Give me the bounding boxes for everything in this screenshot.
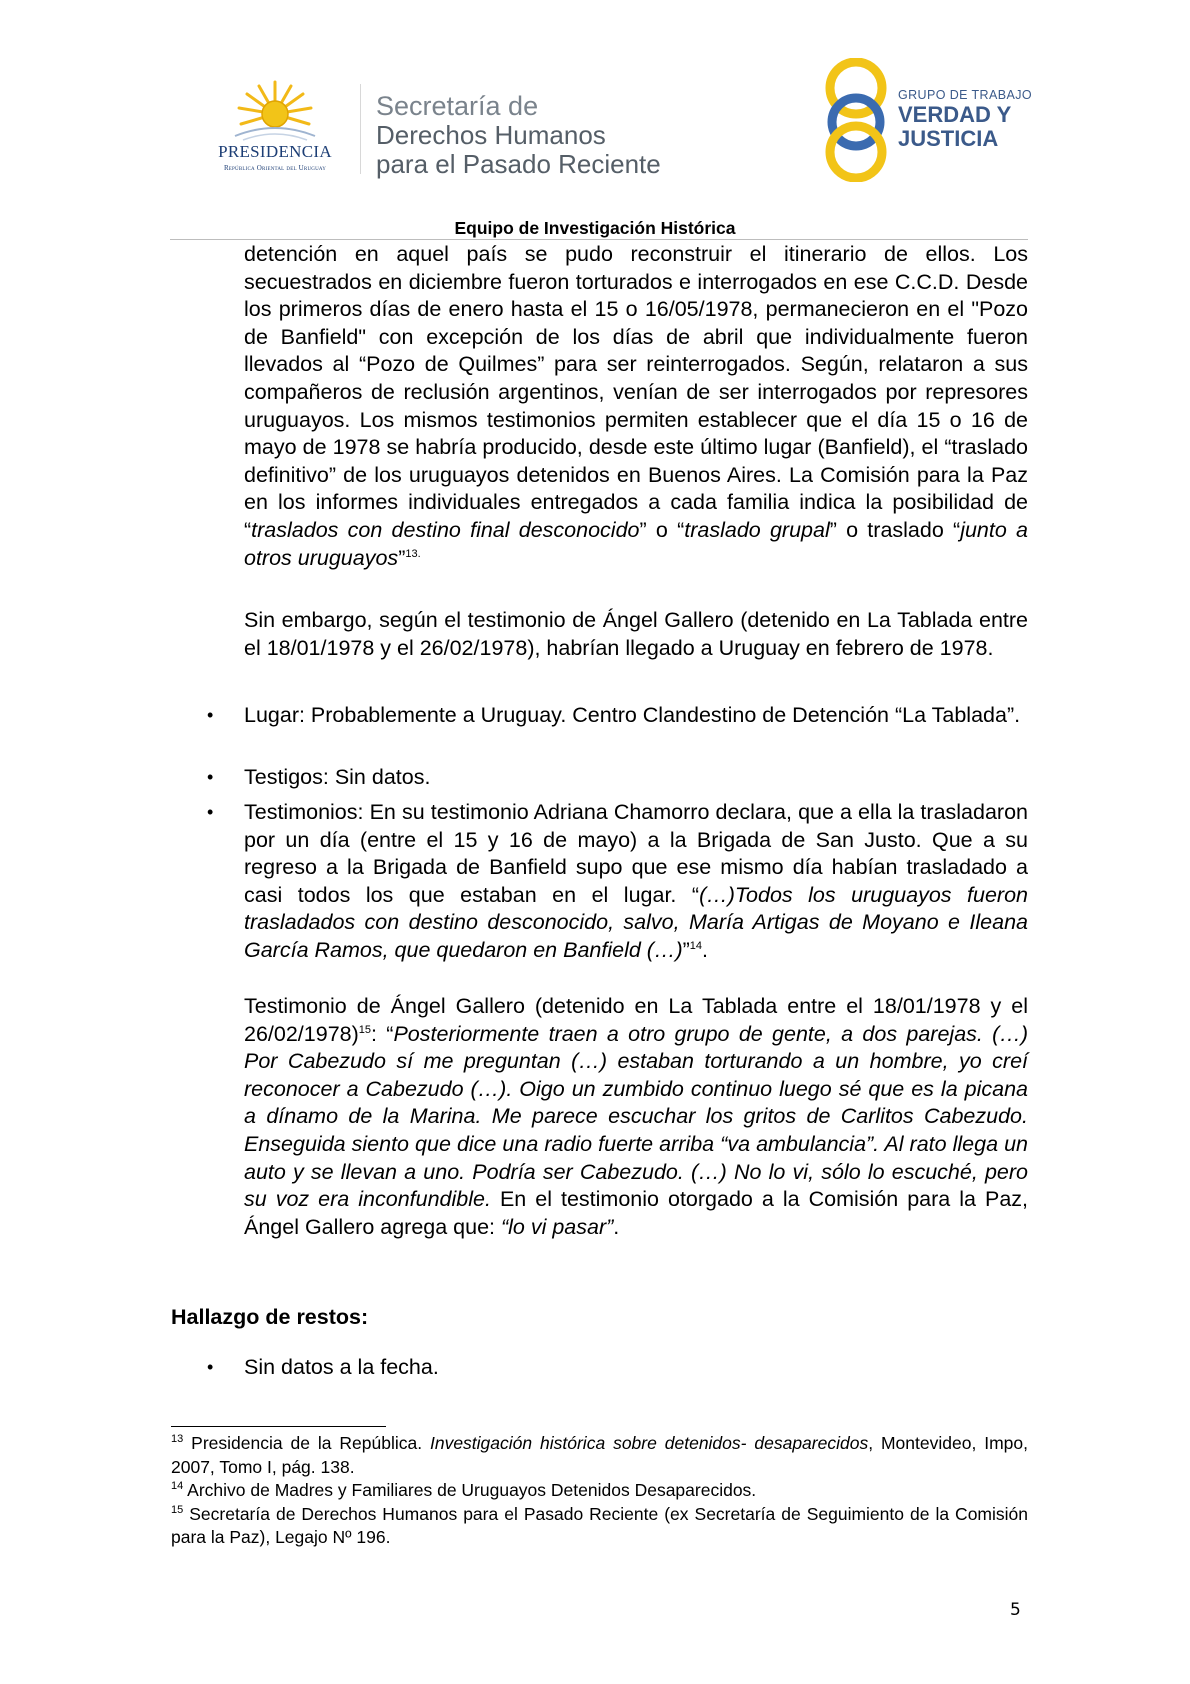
footnote-13-after: , Montevideo, Impo, 2007, Tomo I, pág. 138. <box>171 1433 1028 1477</box>
bullet-icon: • <box>207 802 214 822</box>
connector-1: ” o “ <box>639 517 685 542</box>
footnote-num-15: 15 <box>171 1503 184 1516</box>
footnote-ref-15: 15 <box>358 1023 372 1036</box>
gtvj-title-line1: VERDAD Y <box>898 102 1012 127</box>
gallero-quote: Posteriormente traen a otro grupo de gente, a dos parejas. (…) Por Cabezudo sí me preguntan (…) estaban torturando a un hombre, yo creí reconocer a Cabezudo (…). Oigo un zumbido continuo luego sé que es la picana a dínamo de la Marina. Me parece escuchar los gritos de Carlitos Cabezudo. Enseguida siento que dice una radio fuerte arriba “va ambulancia”. Al rato llega un auto y se llevan a uno. Podría ser Cabezudo. (…) No lo vi, sólo lo escuché, pero su voz era inconfundible. <box>244 1021 1029 1212</box>
paragraph-gallero-arrival-text: Sin embargo, según el testimonio de Ángel Gallero (detenido en La Tablada entre el 18/01/1978 y el 26/02/1978), habrían llegado a Uruguay en febrero de 1978. <box>244 608 1028 660</box>
closing-quote: ” <box>398 545 406 570</box>
testimonios-text: Testimonios: En su testimonio Adriana Chamorro declara, que a ella la trasladaron por un día (entre el 15 y 16 de mayo) a la Brigada de San Justo. Que a su regreso a la Brigada de Banfield supo que ese mismo día habían trasladado a casi todos los que estaban en el lugar. “ <box>244 800 1028 907</box>
section-title-hallazgo: Hallazgo de restos: <box>171 1305 369 1329</box>
gallero-period: . <box>613 1214 620 1239</box>
header-divider <box>360 84 361 174</box>
quote-traslado-grupal: traslado grupal <box>684 517 830 542</box>
paragraph-gallero-arrival <box>244 607 1028 662</box>
gallero-intro: Testimonio de Ángel Gallero (detenido en La Tablada entre el 18/01/1978 y el 26/02/1978) <box>244 994 1028 1046</box>
gtvj-small-text: GRUPO DE TRABAJO <box>898 88 1032 102</box>
list-item-testigos <box>244 764 1028 792</box>
testimonios-quote: (…)Todos los uruguayos fueron trasladados con destino desconocido, salvo, María Artigas de Moyano e Ileana García Ramos, que quedaron en Banfield (…) <box>244 882 1028 962</box>
gallero-lo-vi-pasar: “lo vi pasar” <box>500 1214 614 1239</box>
list-item-lugar <box>244 702 1028 730</box>
sun-emblem-icon <box>233 80 317 144</box>
secretaria-logo-text <box>376 92 661 179</box>
secretaria-line2: Derechos Humanos <box>376 120 606 150</box>
footnote-13-text: Presidencia de la República. <box>183 1433 430 1453</box>
gallero-colon: : “ <box>371 1021 394 1046</box>
footnote-13 <box>171 1432 1028 1479</box>
header-rule <box>170 239 1028 240</box>
list-item-testigos-text: Testigos: Sin datos. <box>244 765 431 789</box>
footnote-ref-13: 13. <box>405 547 421 560</box>
presidencia-subtitle: República Oriental del Uruguay <box>223 164 327 172</box>
testimonios-closing-quote: ” <box>682 937 690 962</box>
connector-2: ” o traslado “ <box>829 517 961 542</box>
paragraph-itinerary <box>244 241 1028 572</box>
footnote-num-14: 14 <box>171 1480 184 1493</box>
footnote-rule <box>171 1426 386 1427</box>
presidencia-logo <box>196 80 354 180</box>
footnote-num-13: 13 <box>171 1433 184 1446</box>
bullet-icon: • <box>207 1357 214 1377</box>
list-item-testimonios <box>244 799 1028 965</box>
footnotes <box>171 1432 1028 1550</box>
quote-traslados: traslados con destino final desconocido <box>251 517 640 542</box>
footnote-14-text: Archivo de Madres y Familiares de Uruguayos Detenidos Desaparecidos. <box>183 1480 757 1500</box>
secretaria-line3: para el Pasado Reciente <box>376 149 661 179</box>
paragraph-itinerary-text: detención en aquel país se pudo reconstruir el itinerario de ellos. Los secuestrados en diciembre fueron torturados e interrogados en ese C.C.D. Desde los primeros días de enero hasta el 15 o 16/05/1978, permanecieron en el "Pozo de Banfield" con excepción de los días de abril que individualmente fueron llevados al “Pozo de Quilmes” para ser reinterrogados. Según, relataron a sus compañeros de reclusión argentinos, venían de ser interrogados por represores uruguayos. Los mismos testimonios permiten establecer que el día 15 o 16 de mayo de 1978 se habría producido, desde este último lugar (Banfield), el “traslado definitivo” de los uruguayos detenidos en Buenos Aires. La Comisión para la Paz en los informes individuales entregados a cada familia indica la posibilidad de “ <box>244 242 1028 542</box>
list-item-hallazgo <box>244 1354 1028 1382</box>
footnote-15-text: Secretaría de Derechos Humanos para el Pasado Reciente (ex Secretaría de Seguimiento de la Comisión para la Paz), Legajo Nº 196. <box>171 1503 1028 1547</box>
footnote-14 <box>171 1479 1028 1503</box>
list-item-hallazgo-text: Sin datos a la fecha. <box>244 1355 439 1379</box>
gtvj-title-line2: JUSTICIA <box>898 126 999 151</box>
bullet-icon: • <box>207 705 214 725</box>
quote-junto-uruguayos: junto a otros uruguayos <box>244 517 1028 570</box>
presidencia-name: PRESIDENCIA <box>218 142 332 161</box>
bullet-icon: • <box>207 767 214 787</box>
gallero-after: En el testimonio otorgado a la Comisión para la Paz, Ángel Gallero agrega que: <box>244 1187 1028 1239</box>
footnote-13-title: Investigación histórica sobre detenidos- desaparecidos <box>429 1433 869 1453</box>
linked-rings-icon <box>820 58 896 182</box>
team-title: Equipo de Investigación Histórica <box>454 218 736 238</box>
page-number: 5 <box>1010 1600 1021 1620</box>
list-item-lugar-text: Lugar: Probablemente a Uruguay. Centro Clandestino de Detención “La Tablada”. <box>244 703 1021 727</box>
footnote-ref-14: 14 <box>689 939 703 952</box>
footnote-15 <box>171 1503 1028 1550</box>
paragraph-gallero-testimony <box>244 993 1028 1241</box>
testimonios-period: . <box>702 937 709 962</box>
secretaria-line1: Secretaría de <box>376 91 539 121</box>
verdad-justicia-logo <box>820 58 1030 182</box>
